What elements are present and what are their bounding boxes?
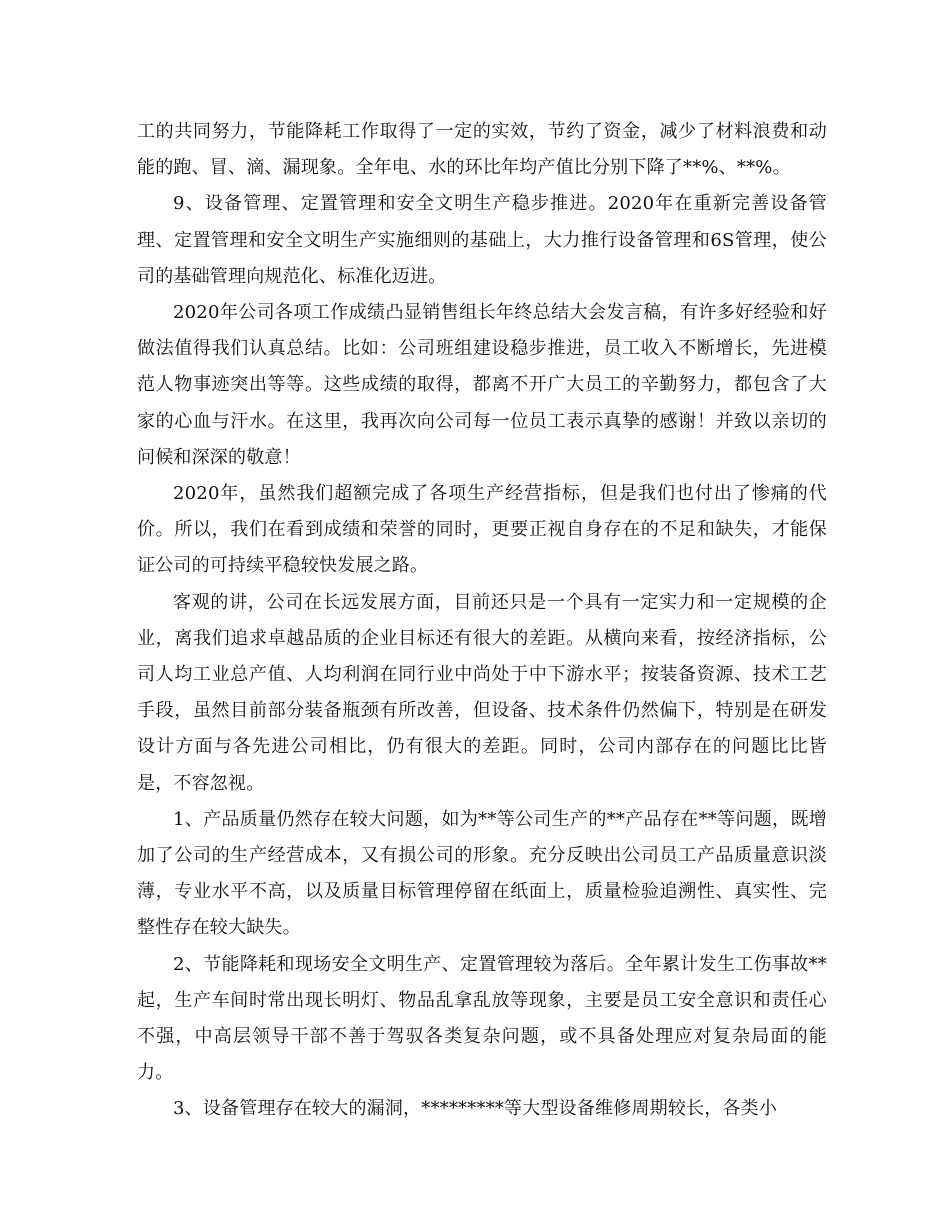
paragraph: 2、节能降耗和现场安全文明生产、定置管理较为落后。全年累计发生工伤事故**起，生产车间时常出现长明灯、物品乱拿乱放等现象，主要是员工安全意识和责任心不强，中高层领导干部不善于驾驭各类复杂问题，或不具备处理应对复杂局面的能力。: [137, 953, 827, 1084]
paragraph: 3、设备管理存在较大的漏洞，*********等大型设备维修周期较长，各类小: [173, 1098, 778, 1120]
paragraph: 2020年，虽然我们超额完成了各项生产经营指标，但是我们也付出了惨痛的代价。所以，我们在看到成绩和荣誉的同时，更要正视自身存在的不足和缺失，才能保证公司的可持续平稳较快发展之路。: [137, 483, 827, 577]
paragraph: 客观的讲，公司在长远发展方面，目前还只是一个具有一定实力和一定规模的企业，离我们追求卓越品质的企业目标还有很大的差距。从横向来看，按经济指标，公司人均工业总产值、人均利润在同行业中尚处于中下游水平；按装备资源、技术工艺手段，虽然目前部分装备瓶颈有所改善，但设备、技术条件仍然偏下，特别是在研发设计方面与各先进公司相比，仍有很大的差距。同时，公司内部存在的问题比比皆是，不容忽视。: [137, 591, 827, 794]
document-page: [137, 114, 827, 1128]
paragraph: 9、设备管理、定置管理和安全文明生产稳步推进。2020年在重新完善设备管理、定置管理和安全文明生产实施细则的基础上，大力推行设备管理和6S管理，使公司的基础管理向规范化、标准化迈进。: [137, 193, 827, 287]
paragraph: 2020年公司各项工作成绩凸显销售组长年终总结大会发言稿，有许多好经验和好做法值得我们认真总结。比如：公司班组建设稳步推进，员工收入不断增长，先进模范人物事迹突出等等。这些成绩的取得，都离不开广大员工的辛勤努力，都包含了大家的心血与汗水。在这里，我再次向公司每一位员工表示真挚的感谢！并致以亲切的问候和深深的敬意！: [137, 302, 827, 468]
paragraph: 工的共同努力，节能降耗工作取得了一定的实效，节约了资金，减少了材料浪费和动能的跑、冒、滴、漏现象。全年电、水的环比年均产值比分别下降了**%、**%。: [137, 121, 827, 179]
paragraph: 1、产品质量仍然存在较大问题，如为**等公司生产的**产品存在**等问题，既增加了公司的生产经营成本，又有损公司的形象。充分反映出公司员工产品质量意识淡薄，专业水平不高，以及质量目标管理停留在纸面上，质量检验追溯性、真实性、完整性存在较大缺失。: [137, 808, 827, 939]
